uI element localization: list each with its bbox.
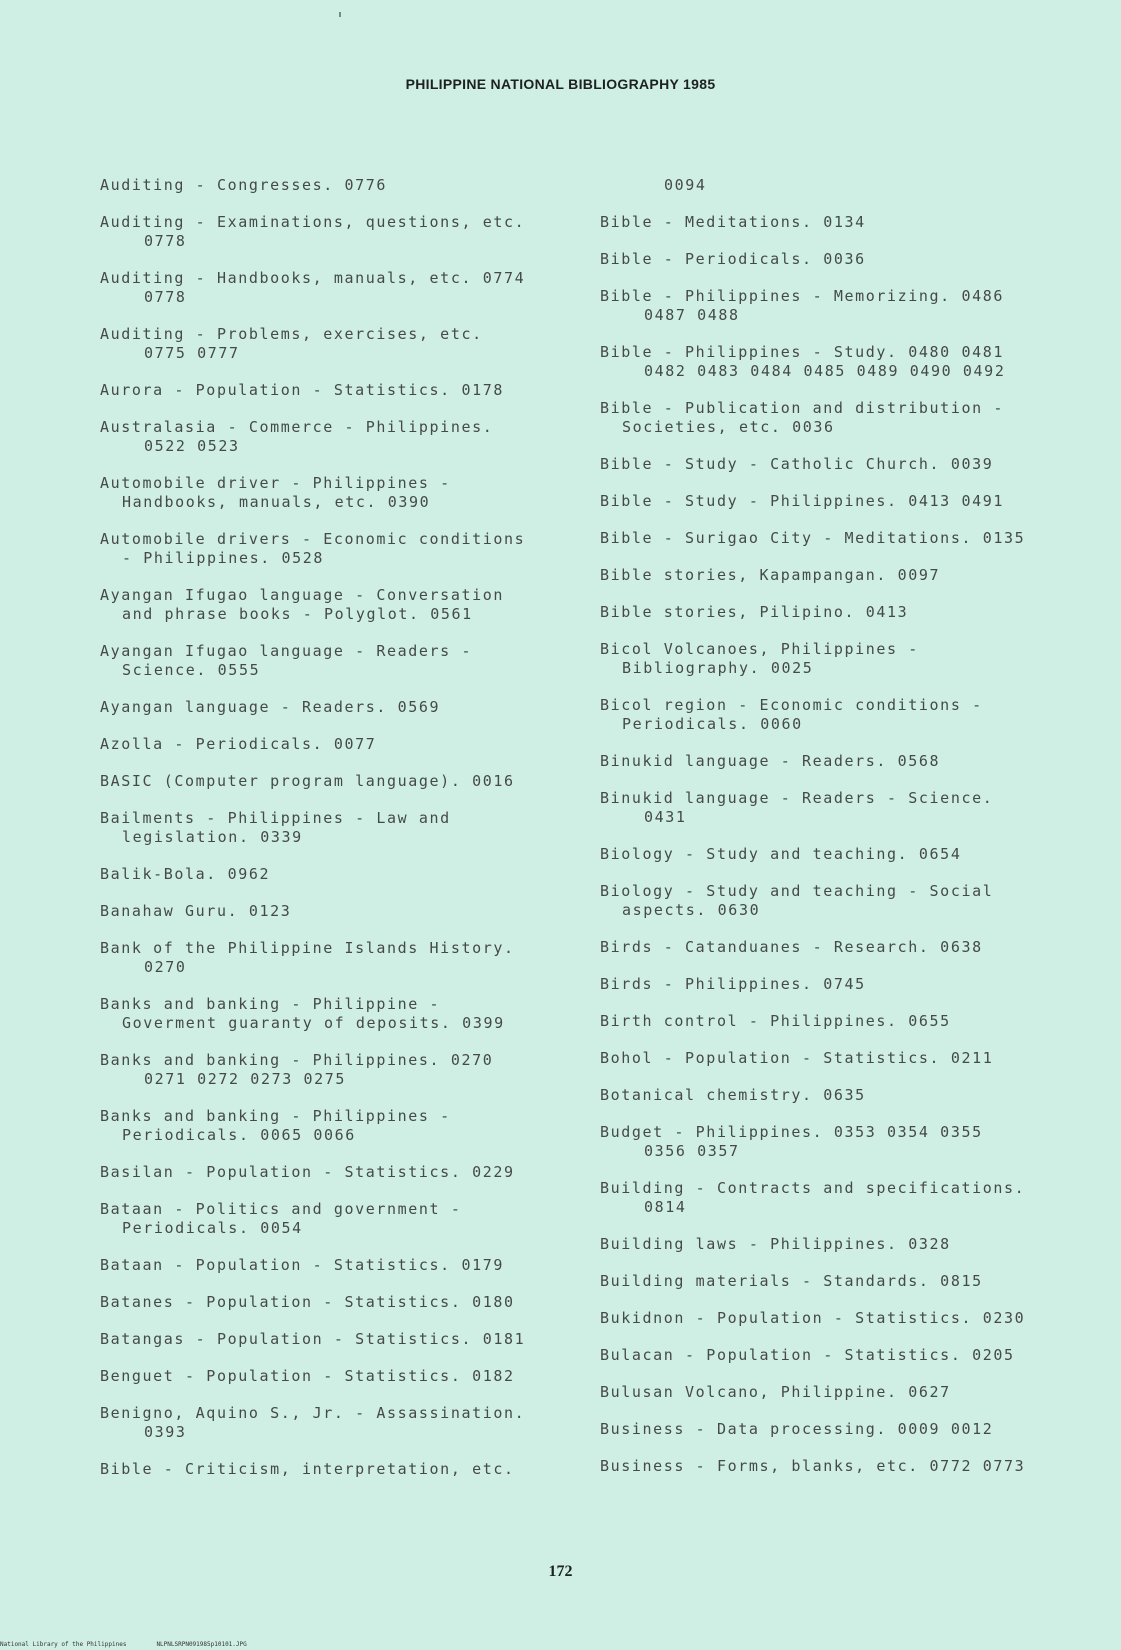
- index-entry: [100, 269, 570, 307]
- entry-numbers: Goverment guaranty of deposits. 0399: [122, 1014, 505, 1032]
- entry-numbers: 0482 0483 0484 0485 0489 0490 0492: [644, 362, 1006, 380]
- index-entry: [600, 1049, 1080, 1068]
- entry-numbers: Science. 0555: [122, 661, 261, 679]
- index-entry: [100, 865, 570, 884]
- index-entry: [600, 1457, 1080, 1476]
- entry-heading: Ayangan Ifugao language - Conversation: [100, 586, 504, 604]
- right-column: [600, 176, 1080, 1494]
- footer-file: NLPNLSRPN091985p10101.JPG: [156, 1641, 247, 1648]
- entry-heading: Bible - Philippines - Study. 0480 0481: [600, 343, 1004, 361]
- entry-heading: Bible - Study - Catholic Church. 0039: [600, 455, 994, 473]
- entry-heading: Biology - Study and teaching. 0654: [600, 845, 962, 863]
- entry-heading: Botanical chemistry. 0635: [600, 1086, 866, 1104]
- entry-numbers: Periodicals. 0060: [622, 715, 803, 733]
- entry-heading: Bible stories, Pilipino. 0413: [600, 603, 909, 621]
- entry-heading: Business - Data processing. 0009 0012: [600, 1420, 994, 1438]
- entry-heading: BASIC (Computer program language). 0016: [100, 772, 515, 790]
- index-entry: [100, 213, 570, 251]
- entry-heading: Bible - Study - Philippines. 0413 0491: [600, 492, 1004, 510]
- entry-heading: Binukid language - Readers - Science.: [600, 789, 994, 807]
- index-entry: [100, 1367, 570, 1386]
- index-entry: [600, 529, 1080, 548]
- entry-heading: Bible - Publication and distribution -: [600, 399, 1004, 417]
- entry-heading: Bible - Philippines - Memorizing. 0486: [600, 287, 1004, 305]
- entry-heading: Auditing - Problems, exercises, etc.: [100, 325, 483, 343]
- index-entry: [600, 399, 1080, 437]
- entry-heading: Birds - Catanduanes - Research. 0638: [600, 938, 983, 956]
- page-header: PHILIPPINE NATIONAL BIBLIOGRAPHY 1985: [405, 76, 716, 92]
- entry-heading: Auditing - Congresses. 0776: [100, 176, 388, 194]
- index-entry: [600, 492, 1080, 511]
- entry-numbers: 0778: [144, 232, 187, 250]
- entry-numbers: aspects. 0630: [622, 901, 761, 919]
- entry-numbers: 0487 0488: [644, 306, 740, 324]
- entry-numbers: - Philippines. 0528: [122, 549, 324, 567]
- entry-heading: Benigno, Aquino S., Jr. - Assassination.: [100, 1404, 526, 1422]
- entry-heading: Banahaw Guru. 0123: [100, 902, 292, 920]
- index-entry: [600, 1346, 1080, 1365]
- entry-heading: Birds - Philippines. 0745: [600, 975, 866, 993]
- entry-numbers: Societies, etc. 0036: [622, 418, 835, 436]
- entry-numbers: 0356 0357: [644, 1142, 740, 1160]
- entry-heading: Budget - Philippines. 0353 0354 0355: [600, 1123, 983, 1141]
- entry-heading: Banks and banking - Philippines -: [100, 1107, 451, 1125]
- entry-heading: Building materials - Standards. 0815: [600, 1272, 983, 1290]
- entry-heading: Building - Contracts and specifications.: [600, 1179, 1026, 1197]
- index-entry: [600, 845, 1080, 864]
- entry-numbers: 0522 0523: [144, 437, 240, 455]
- entry-heading: Batangas - Population - Statistics. 0181: [100, 1330, 526, 1348]
- left-column: [100, 176, 570, 1497]
- index-entry: [100, 176, 570, 195]
- entry-heading: Basilan - Population - Statistics. 0229: [100, 1163, 515, 1181]
- entry-heading: Automobile driver - Philippines -: [100, 474, 451, 492]
- index-entry: [600, 1235, 1080, 1254]
- entry-numbers: 0270: [144, 958, 187, 976]
- index-entry: [100, 474, 570, 512]
- entry-heading: Bicol region - Economic conditions -: [600, 696, 983, 714]
- index-entry: [100, 642, 570, 680]
- entry-heading: Building laws - Philippines. 0328: [600, 1235, 951, 1253]
- index-entry: [100, 1293, 570, 1312]
- index-entry: [600, 213, 1080, 232]
- entry-heading: Binukid language - Readers. 0568: [600, 752, 941, 770]
- entry-numbers: 0393: [144, 1423, 187, 1441]
- index-entry: [600, 640, 1080, 678]
- index-entry: [100, 939, 570, 977]
- footer-library: National Library of the Philippines: [0, 1641, 127, 1648]
- index-entry: [600, 1012, 1080, 1031]
- entry-heading: Ayangan Ifugao language - Readers -: [100, 642, 473, 660]
- index-entry: [100, 772, 570, 791]
- entry-heading: Bataan - Politics and government -: [100, 1200, 462, 1218]
- index-entry: [100, 1256, 570, 1275]
- entry-heading: Ayangan language - Readers. 0569: [100, 698, 441, 716]
- index-entry: [100, 995, 570, 1033]
- index-entry: [100, 1163, 570, 1182]
- entry-heading: Bailments - Philippines - Law and: [100, 809, 451, 827]
- entry-heading: Auditing - Examinations, questions, etc.: [100, 213, 526, 231]
- index-entry: [100, 1330, 570, 1349]
- entry-heading: Bible - Meditations. 0134: [600, 213, 866, 231]
- entry-heading: Benguet - Population - Statistics. 0182: [100, 1367, 515, 1385]
- scan-speck: [339, 12, 341, 17]
- entry-numbers: Periodicals. 0065 0066: [122, 1126, 356, 1144]
- index-entry: [100, 1051, 570, 1089]
- index-entry: [600, 1309, 1080, 1328]
- index-entry: [600, 975, 1080, 994]
- index-entry: [100, 418, 570, 456]
- entry-heading: Banks and banking - Philippine -: [100, 995, 441, 1013]
- entry-heading: Bulacan - Population - Statistics. 0205: [600, 1346, 1015, 1364]
- index-entry: [600, 566, 1080, 585]
- index-entry: [600, 938, 1080, 957]
- index-entry: [100, 1460, 570, 1479]
- index-entry: [600, 343, 1080, 381]
- entry-numbers: Bibliography. 0025: [622, 659, 814, 677]
- entry-heading: Bank of the Philippine Islands History.: [100, 939, 515, 957]
- entry-heading: Bulusan Volcano, Philippine. 0627: [600, 1383, 951, 1401]
- index-entry: [600, 789, 1080, 827]
- index-entry: [100, 381, 570, 400]
- index-entry: [600, 1179, 1080, 1217]
- entry-numbers: Handbooks, manuals, etc. 0390: [122, 493, 431, 511]
- index-entry: [600, 176, 1080, 195]
- index-entry: [600, 1086, 1080, 1105]
- index-entry: [600, 1420, 1080, 1439]
- index-entry: [600, 287, 1080, 325]
- entry-numbers: Periodicals. 0054: [122, 1219, 303, 1237]
- index-entry: [600, 603, 1080, 622]
- entry-heading: Azolla - Periodicals. 0077: [100, 735, 377, 753]
- entry-heading: Bukidnon - Population - Statistics. 0230: [600, 1309, 1026, 1327]
- entry-heading: Biology - Study and teaching - Social: [600, 882, 994, 900]
- entry-numbers: 0431: [644, 808, 687, 826]
- entry-heading: Balik-Bola. 0962: [100, 865, 271, 883]
- index-entry: [600, 1123, 1080, 1161]
- index-entry: [100, 735, 570, 754]
- page-number: 172: [548, 1563, 573, 1580]
- index-entry: [600, 250, 1080, 269]
- entry-heading: Bicol Volcanoes, Philippines -: [600, 640, 919, 658]
- entry-heading: Aurora - Population - Statistics. 0178: [100, 381, 504, 399]
- index-entry: [600, 696, 1080, 734]
- index-entry: [100, 325, 570, 363]
- entry-heading: Batanes - Population - Statistics. 0180: [100, 1293, 515, 1311]
- entry-heading: Bohol - Population - Statistics. 0211: [600, 1049, 994, 1067]
- entry-heading: Bible - Surigao City - Meditations. 0135: [600, 529, 1026, 547]
- entry-numbers: 0775 0777: [144, 344, 240, 362]
- index-entry: [100, 1107, 570, 1145]
- entry-heading: Automobile drivers - Economic conditions: [100, 530, 526, 548]
- scan-footer: [0, 1641, 247, 1648]
- entry-heading: Birth control - Philippines. 0655: [600, 1012, 951, 1030]
- index-entry: [600, 752, 1080, 771]
- index-entry: [100, 586, 570, 624]
- entry-numbers: and phrase books - Polyglot. 0561: [122, 605, 473, 623]
- index-entry: [100, 1404, 570, 1442]
- entry-numbers: legislation. 0339: [122, 828, 303, 846]
- entry-heading: Banks and banking - Philippines. 0270: [100, 1051, 494, 1069]
- index-entry: [100, 809, 570, 847]
- entry-heading: 0094: [664, 176, 707, 194]
- entry-numbers: 0814: [644, 1198, 687, 1216]
- index-entry: [600, 1383, 1080, 1402]
- entry-heading: Bible - Periodicals. 0036: [600, 250, 866, 268]
- index-entry: [100, 698, 570, 717]
- entry-numbers: 0271 0272 0273 0275: [144, 1070, 346, 1088]
- entry-heading: Bataan - Population - Statistics. 0179: [100, 1256, 504, 1274]
- index-entry: [600, 1272, 1080, 1291]
- index-entry: [600, 882, 1080, 920]
- entry-heading: Australasia - Commerce - Philippines.: [100, 418, 494, 436]
- entry-heading: Bible - Criticism, interpretation, etc.: [100, 1460, 515, 1478]
- entry-heading: Business - Forms, blanks, etc. 0772 0773: [600, 1457, 1026, 1475]
- index-entry: [100, 902, 570, 921]
- entry-heading: Auditing - Handbooks, manuals, etc. 0774: [100, 269, 526, 287]
- entry-numbers: 0778: [144, 288, 187, 306]
- index-entry: [100, 1200, 570, 1238]
- index-entry: [600, 455, 1080, 474]
- entry-heading: Bible stories, Kapampangan. 0097: [600, 566, 941, 584]
- index-entry: [100, 530, 570, 568]
